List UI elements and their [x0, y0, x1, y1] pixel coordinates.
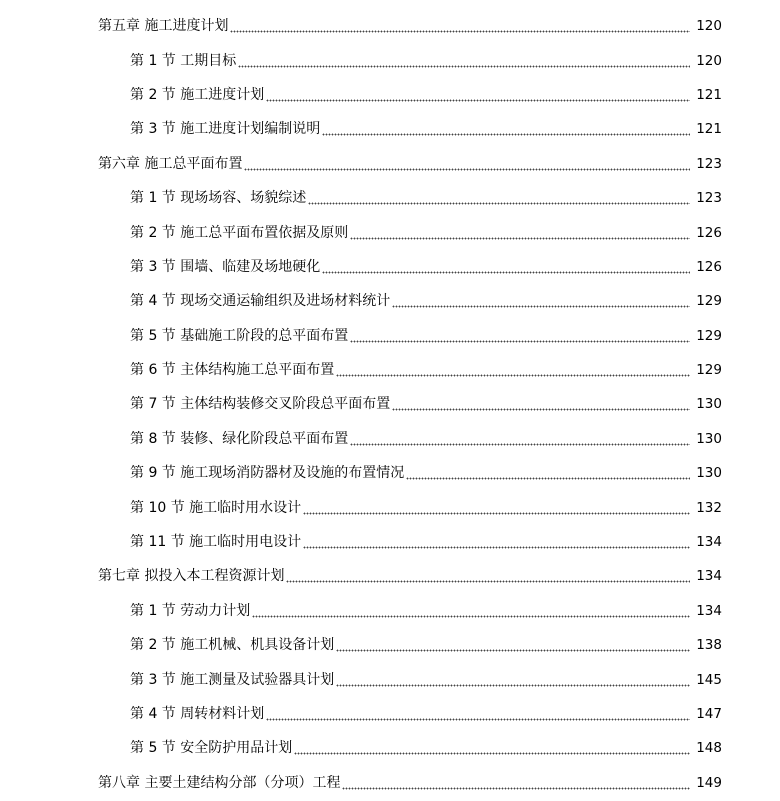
dot-leader — [336, 672, 690, 688]
dot-leader — [392, 293, 690, 309]
toc-entry-title: 第 4 节 周转材料计划 — [130, 706, 265, 722]
table-of-contents — [0, 9, 780, 800]
toc-entry-title: 第 3 节 围墙、临建及场地硬化 — [130, 258, 321, 275]
toc-page-number: 130 — [696, 396, 722, 413]
toc-page-number: 148 — [696, 740, 722, 757]
toc-entry-title: 第七章 拟投入本工程资源计划 — [98, 568, 285, 585]
dot-leader — [392, 396, 690, 412]
toc-page-number: 121 — [696, 86, 722, 103]
toc-entry-title: 第 1 节 工期目标 — [130, 52, 237, 69]
toc-section-entry[interactable] — [0, 112, 780, 146]
toc-entry-title: 第 7 节 主体结构装修交叉阶段总平面布置 — [130, 396, 391, 413]
toc-entry-title: 第 2 节 施工进度计划 — [130, 86, 265, 103]
toc-section-entry[interactable] — [0, 525, 780, 559]
toc-section-entry[interactable] — [0, 490, 780, 524]
toc-entry-title: 第 9 节 施工现场消防器材及设施的布置情况 — [130, 465, 405, 482]
toc-section-entry[interactable] — [0, 731, 780, 765]
toc-page-number: 132 — [696, 499, 722, 516]
toc-section-entry[interactable] — [0, 628, 780, 662]
toc-section-entry[interactable] — [0, 662, 780, 696]
toc-entry-title: 第 4 节 现场交通运输组织及进场材料统计 — [130, 293, 391, 310]
toc-chapter-entry[interactable] — [0, 9, 780, 43]
toc-page-number: 138 — [696, 637, 722, 654]
toc-section-entry[interactable] — [0, 319, 780, 353]
toc-entry-title: 第八章 主要土建结构分部（分项）工程 — [98, 774, 341, 791]
toc-entry-title: 第 5 节 安全防护用品计划 — [130, 740, 293, 757]
toc-section-entry[interactable] — [0, 43, 780, 77]
toc-page-number: 145 — [696, 671, 722, 688]
toc-page-number: 134 — [696, 568, 722, 585]
dot-leader — [350, 431, 690, 447]
dot-leader — [406, 465, 690, 481]
toc-page-number: 130 — [696, 465, 722, 482]
toc-section-entry[interactable] — [0, 215, 780, 249]
toc-entry-title: 第 5 节 基础施工阶段的总平面布置 — [130, 327, 349, 344]
toc-entry-title: 第 11 节 施工临时用电设计 — [130, 534, 302, 551]
dot-leader — [230, 18, 690, 34]
toc-page-number: 149 — [696, 774, 722, 791]
toc-section-entry[interactable] — [0, 387, 780, 421]
dot-leader — [238, 53, 690, 69]
toc-page-number: 126 — [696, 258, 722, 275]
dot-leader — [244, 156, 690, 172]
toc-page-number: 126 — [696, 224, 722, 241]
toc-entry-title: 第 2 节 施工机械、机具设备计划 — [130, 637, 335, 654]
dot-leader — [336, 362, 690, 378]
toc-entry-title: 第六章 施工总平面布置 — [98, 155, 243, 172]
dot-leader — [342, 775, 690, 791]
toc-chapter-entry[interactable] — [0, 766, 780, 800]
dot-leader — [303, 500, 690, 516]
toc-page-number: 129 — [696, 293, 722, 310]
dot-leader — [266, 706, 690, 722]
toc-section-entry[interactable] — [0, 284, 780, 318]
toc-section-entry[interactable] — [0, 181, 780, 215]
toc-page-number: 123 — [696, 155, 722, 172]
toc-page-number: 123 — [696, 190, 722, 207]
dot-leader — [322, 259, 690, 275]
toc-section-entry[interactable] — [0, 594, 780, 628]
toc-page-number: 134 — [696, 602, 722, 619]
dot-leader — [303, 534, 690, 550]
toc-page-number: 147 — [696, 706, 722, 722]
toc-chapter-entry[interactable] — [0, 559, 780, 593]
dot-leader — [294, 740, 690, 756]
toc-page-number: 120 — [696, 52, 722, 69]
toc-page-number: 130 — [696, 430, 722, 447]
toc-section-entry[interactable] — [0, 353, 780, 387]
toc-section-entry[interactable] — [0, 250, 780, 284]
toc-section-entry[interactable] — [0, 422, 780, 456]
toc-section-entry[interactable] — [0, 697, 780, 731]
toc-entry-title: 第五章 施工进度计划 — [98, 18, 229, 35]
toc-page-number: 129 — [696, 362, 722, 379]
toc-entry-title: 第 1 节 现场场容、场貌综述 — [130, 190, 307, 207]
dot-leader — [266, 87, 690, 103]
toc-page-number: 121 — [696, 121, 722, 138]
dot-leader — [252, 603, 690, 619]
toc-entry-title: 第 10 节 施工临时用水设计 — [130, 499, 302, 516]
dot-leader — [350, 225, 690, 241]
dot-leader — [308, 190, 690, 206]
dot-leader — [350, 328, 690, 344]
toc-page-number: 129 — [696, 327, 722, 344]
toc-entry-title: 第 6 节 主体结构施工总平面布置 — [130, 362, 335, 379]
toc-entry-title: 第 3 节 施工测量及试验器具计划 — [130, 671, 335, 688]
toc-page-number: 120 — [696, 18, 722, 35]
toc-entry-title: 第 2 节 施工总平面布置依据及原则 — [130, 224, 349, 241]
dot-leader — [322, 121, 690, 137]
toc-section-entry[interactable] — [0, 456, 780, 490]
toc-section-entry[interactable] — [0, 78, 780, 112]
dot-leader — [286, 568, 690, 584]
dot-leader — [336, 637, 690, 653]
toc-chapter-entry[interactable] — [0, 147, 780, 181]
toc-page-number: 134 — [696, 534, 722, 551]
toc-entry-title: 第 3 节 施工进度计划编制说明 — [130, 121, 321, 138]
toc-entry-title: 第 1 节 劳动力计划 — [130, 602, 251, 619]
toc-entry-title: 第 8 节 装修、绿化阶段总平面布置 — [130, 430, 349, 447]
